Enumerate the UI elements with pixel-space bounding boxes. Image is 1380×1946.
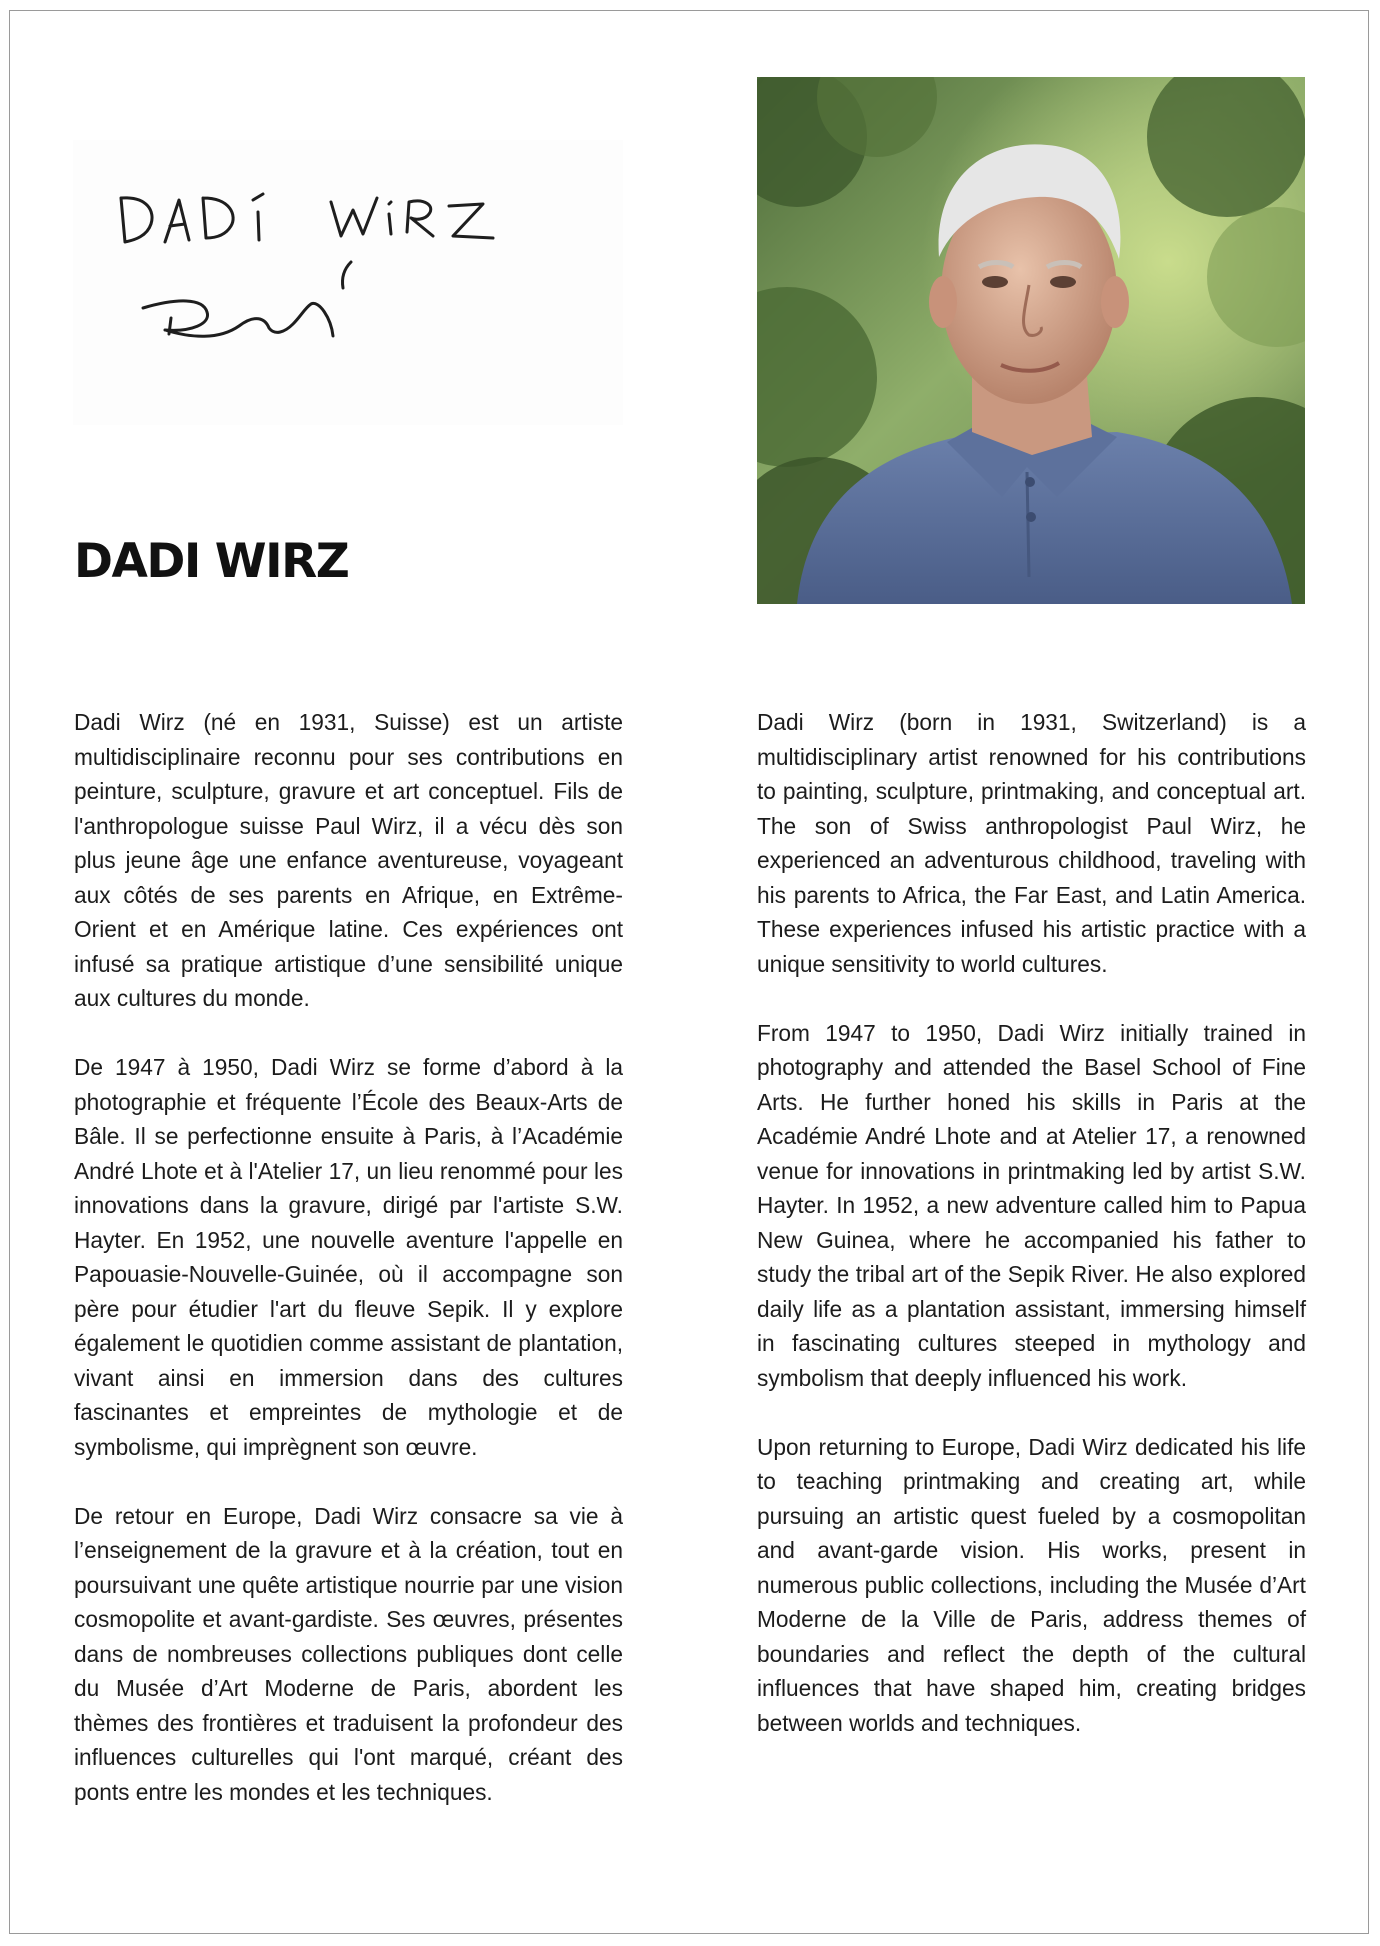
french-text-column xyxy=(74,705,623,1844)
portrait-svg xyxy=(757,77,1305,604)
english-paragraph: Dadi Wirz (born in 1931, Switzerland) is a multidisciplinary artist renowned for his contributions to painting, sculpture, printmaking, and conceptual art. The son of Swiss anthropologist Paul Wirz, he experienced an adventurous childhood, traveling with his parents to Africa, the Far East, and Latin America. These experiences infused his artistic practice with a unique sensitivity to world cultures. xyxy=(757,709,1306,977)
portrait-photo xyxy=(757,77,1305,604)
english-text-column xyxy=(757,705,1306,1775)
page-title: DADI WIRZ xyxy=(74,534,349,589)
english-paragraph: Upon returning to Europe, Dadi Wirz dedicated his life to teaching printmaking and creating art, while pursuing an artistic quest fueled by a cosmopolitan and avant-garde vision. His works, present in numerous public collections, including the Musée d’Art Moderne de la Ville de Paris, address themes of boundaries and reflect the depth of the cultural influences that have shaped him, creating bridges between worlds and techniques. xyxy=(757,1433,1306,1736)
french-paragraph: Dadi Wirz (né en 1931, Suisse) est un artiste multidisciplinaire reconnu pour ses contributions en peinture, sculpture, gravure et art conceptuel. Fils de l'anthropologue suisse Paul Wirz, il a vécu dès son plus jeune âge une enfance aventureuse, voyageant aux côtés de ses parents en Afrique, en Extrême-Orient et en Amérique latine. Ces expériences ont infusé sa pratique artistique d’une sensibilité unique aux cultures du monde. xyxy=(74,709,623,1011)
english-paragraph: From 1947 to 1950, Dadi Wirz initially trained in photography and attended the Basel School of Fine Arts. He further honed his skills in Paris at the Académie André Lhote and at Atelier 17, a renowned venue for innovations in printmaking led by artist S.W. Hayter. In 1952, a new adventure called him to Papua New Guinea, where he accompanied his father to study the tribal art of the Sepik River. He also explored daily life as a plantation assistant, immersing himself in fascinating cultures steeped in mythology and symbolism that deeply influenced his work. xyxy=(757,1019,1306,1391)
french-paragraph: De 1947 à 1950, Dadi Wirz se forme d’abord à la photographie et fréquente l’École des Beaux-Arts de Bâle. Il se perfectionne ensuite à Paris, à l’Académie André Lhote et à l'Atelier 17, un lieu renommé pour les innovations dans la gravure, dirigé par l'artiste S.W. Hayter. En 1952, une nouvelle aventure l'appelle en Papouasie-Nouvelle-Guinée, où il accompagne son père pour étudier l'art du fleuve Sepik. Il y explore également le quotidien comme assistant de plantation, vivant ainsi en immersion dans des cultures fascinantes et empreintes de mythologie et de symbolisme, qui imprègnent son œuvre. xyxy=(74,1054,623,1460)
french-paragraph: De retour en Europe, Dadi Wirz consacre sa vie à l’enseignement de la gravure et à la création, tout en poursuivant une quête artistique nourrie par une vision cosmopolite et avant-gardiste. Ses œuvres, présentes dans de nombreuses collections publiques dont celle du Musée d’Art Moderne de Paris, abordent les thèmes des frontières et traduisent la profondeur des influences culturelles qui l'ont marqué, créant des ponts entre les mondes et les techniques. xyxy=(74,1502,623,1805)
signature-image xyxy=(73,140,623,425)
signature-svg xyxy=(73,140,623,425)
